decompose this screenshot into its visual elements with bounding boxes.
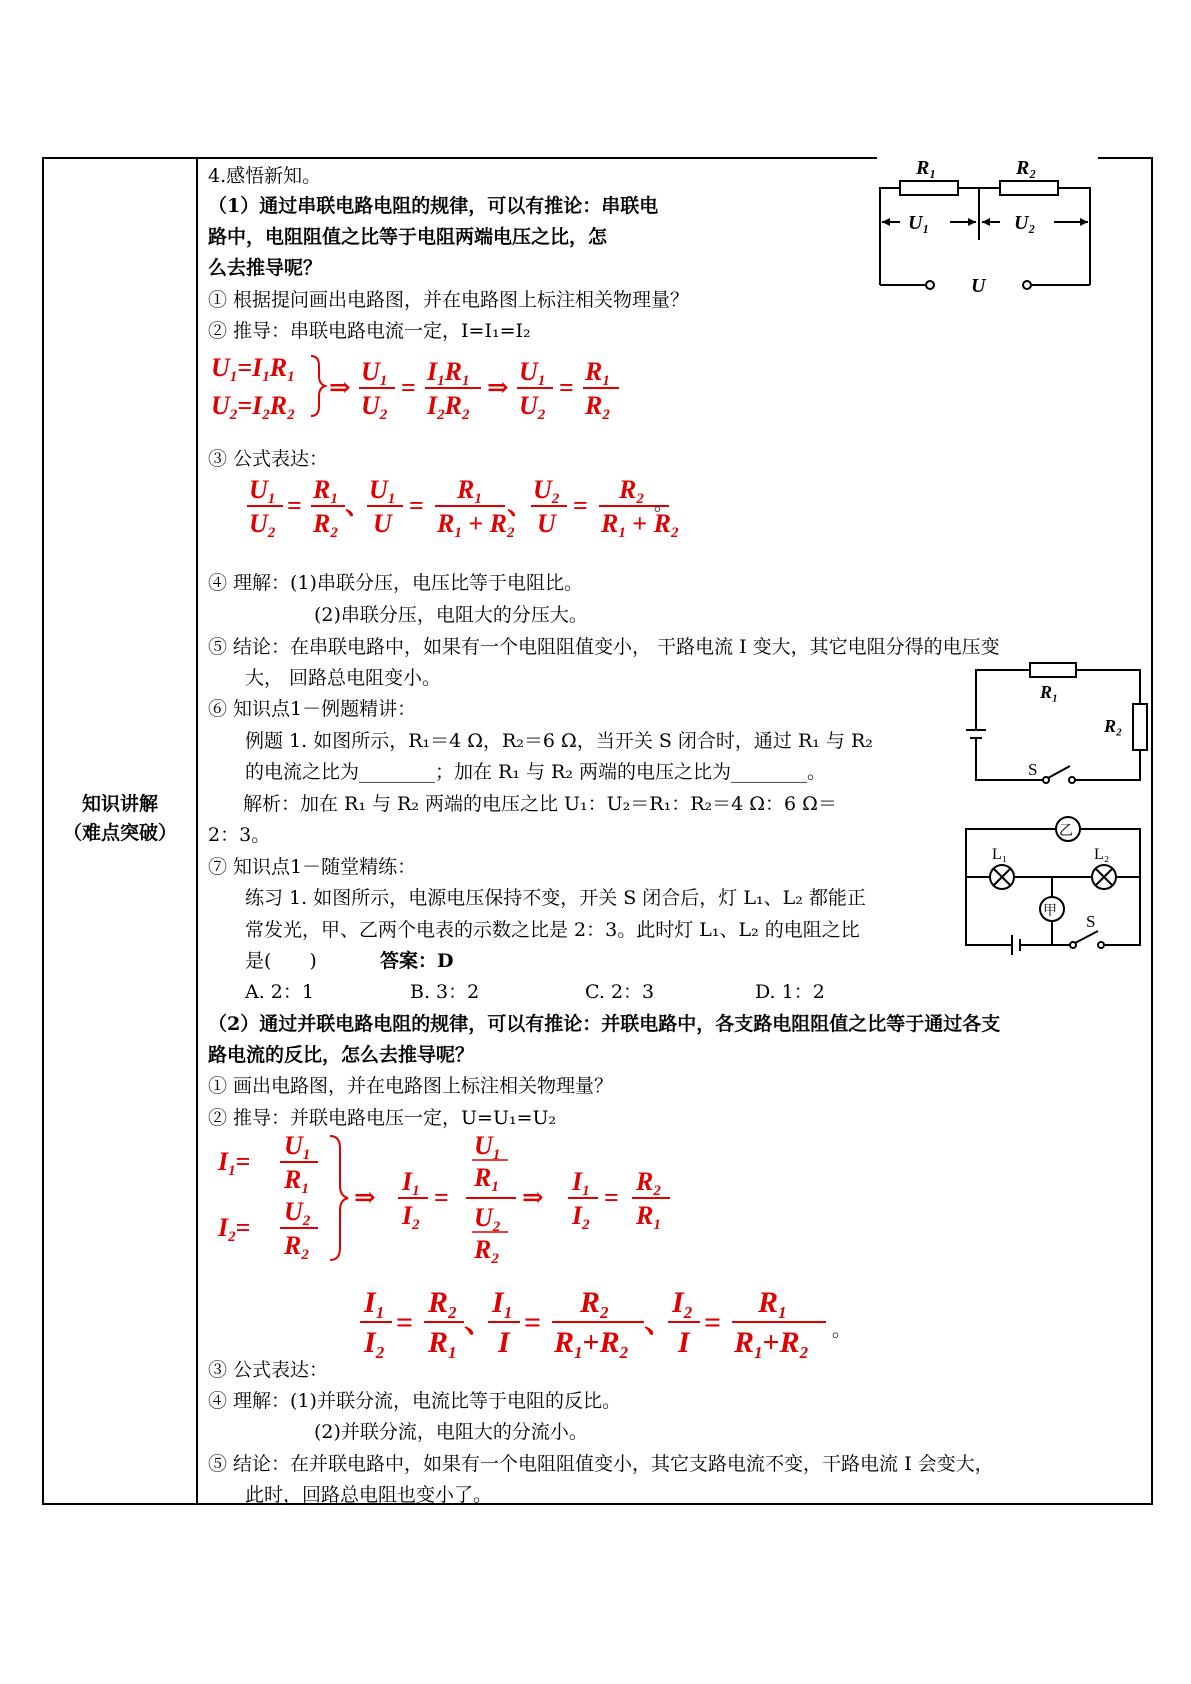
svg-text:U1: U1 bbox=[474, 1131, 501, 1163]
part1-intro-line2: 路中，电阻阻值之比等于电阻两端电压之比，怎 bbox=[208, 226, 608, 248]
svg-text:R1: $R_1$ bbox=[758, 1286, 787, 1322]
svg-text:R1 + R2: R1 + R2 bbox=[437, 509, 515, 541]
section-heading: 4.感悟新知。 bbox=[208, 165, 322, 187]
part1-step4a: ④ 理解：(1)串联分压，电压比等于电阻比。 bbox=[208, 572, 583, 594]
column-divider bbox=[196, 157, 198, 1505]
part1-intro-line3: 么去推导呢？ bbox=[208, 257, 323, 279]
svg-text:=: = bbox=[396, 1306, 414, 1339]
svg-text:R2: R2 bbox=[585, 391, 610, 423]
label-meter-a: 甲 bbox=[1043, 904, 1057, 919]
left-cell-line2: （难点突破） bbox=[62, 822, 177, 844]
svg-text:U1: U1 bbox=[519, 357, 546, 389]
label-l2: L₂ bbox=[1094, 846, 1110, 863]
option-b: B. 3：2 bbox=[410, 981, 480, 1003]
part2-intro-line2: 路电流的反比，怎么去推导呢？ bbox=[208, 1044, 475, 1066]
svg-text:R2: R2 bbox=[636, 1167, 661, 1199]
label-ex-s: S bbox=[1028, 760, 1038, 779]
part2-step3: ③ 公式表达： bbox=[208, 1359, 329, 1381]
svg-text:=: = bbox=[573, 491, 588, 520]
svg-text:R1: $R_1$ bbox=[428, 1326, 457, 1362]
series-circuit-diagram bbox=[870, 150, 1110, 300]
svg-text:U2: U2 bbox=[361, 391, 388, 423]
svg-text:R1: R1 bbox=[585, 357, 610, 389]
part2-step4b: (2)并联分流，电阻大的分流小。 bbox=[314, 1421, 588, 1443]
svg-text:R1: R1 bbox=[457, 475, 482, 507]
option-c: C. 2：3 bbox=[585, 981, 655, 1003]
parallel-formula-expression bbox=[356, 1280, 836, 1360]
part1-step3: ③ 公式表达： bbox=[208, 448, 329, 470]
svg-text:R1 + R2: R1 + R2 bbox=[601, 509, 679, 541]
exercise-1-line1: 练习 1. 如图所示，电源电压保持不变，开关 S 闭合后，灯 L₁、L₂ 都能正 bbox=[245, 887, 866, 909]
svg-text:I2: $I_2$ bbox=[672, 1286, 693, 1322]
svg-text:U1: U1 bbox=[369, 475, 396, 507]
part1-step4b: (2)串联分压，电阻大的分压大。 bbox=[314, 604, 588, 626]
svg-text:I1=: I1= bbox=[218, 1147, 251, 1179]
svg-text:R2: R2 bbox=[474, 1235, 499, 1267]
label-u: U bbox=[971, 275, 986, 297]
part2-step2: ② 推导：并联电路电压一定，U=U₁=U₂ bbox=[208, 1107, 557, 1129]
svg-text:、: 、 bbox=[507, 491, 534, 520]
svg-text:R1: R1 bbox=[313, 475, 338, 507]
part2-step1: ① 画出电路图，并在电路图上标注相关物理量？ bbox=[208, 1075, 614, 1097]
example-1-line1: 例题 1. 如图所示，R₁＝4 Ω，R₂＝6 Ω，当开关 S 闭合时，通过 R₁ 与 R₂ bbox=[245, 730, 873, 752]
svg-text:R2: $R_2$ bbox=[428, 1286, 457, 1322]
part2-step5a: ⑤ 结论：在并联电路中，如果有一个电阻阻值变小，其它支路电流不变，干路电流 I 会变大， bbox=[208, 1453, 994, 1475]
part1-step2: ② 推导：串联电路电流一定，I=I₁=I₂ bbox=[208, 320, 531, 342]
label-exercise-s: S bbox=[1086, 912, 1096, 931]
label-ex-r1: R₁ bbox=[1040, 682, 1059, 702]
svg-text:R1+R2: $R_1+R_2$ bbox=[554, 1326, 629, 1362]
left-cell-line1: 知识讲解 bbox=[81, 793, 158, 815]
part1-step7: ⑦ 知识点1－随堂精练： bbox=[208, 856, 417, 878]
part1-step5a: ⑤ 结论：在串联电路中，如果有一个电阻阻值变小， 干路电流 I 变大，其它电阻分得的电压变 bbox=[208, 636, 1000, 658]
svg-text:U2: U2 bbox=[533, 475, 560, 507]
svg-text:I1: I1 bbox=[402, 1167, 420, 1199]
svg-text:=: = bbox=[604, 1183, 619, 1212]
series-formula-expression bbox=[245, 470, 679, 541]
label-u2: U₂ bbox=[1014, 212, 1036, 234]
exercise-1-line2: 常发光，甲、乙两个电表的示数之比是 2：3。此时灯 L₁、L₂ 的电阻之比 bbox=[245, 919, 860, 941]
part1-intro-line1: （1）通过串联电路电阻的规律，可以有推论：串联电 bbox=[208, 195, 659, 217]
exercise-answer: 答案：D bbox=[380, 950, 454, 972]
svg-text:I1: I1 bbox=[572, 1167, 590, 1199]
svg-text:=: = bbox=[401, 373, 416, 402]
part2-step4a: ④ 理解：(1)并联分流，电流比等于电阻的反比。 bbox=[208, 1390, 621, 1412]
svg-text:R2: R2 bbox=[284, 1231, 309, 1263]
label-r2: R₂ bbox=[1016, 157, 1037, 179]
label-r1: R₁ bbox=[916, 157, 937, 179]
svg-text:、: 、 bbox=[345, 491, 372, 520]
svg-text:、: 、 bbox=[464, 1306, 494, 1339]
svg-text:I2: I2 bbox=[402, 1201, 420, 1233]
svg-text:=: = bbox=[287, 491, 302, 520]
svg-text:U1: U1 bbox=[361, 357, 388, 389]
svg-text:U2: U2 bbox=[284, 1197, 311, 1229]
analysis-line1: 解析：加在 R₁ 与 R₂ 两端的电压之比 U₁：U₂＝R₁：R₂＝4 Ω：6 Ω＝ bbox=[243, 793, 837, 815]
svg-text:U2=I2R2: U2=I2R2 bbox=[211, 391, 295, 423]
svg-text:U: U bbox=[373, 509, 392, 538]
svg-text:U2: U2 bbox=[474, 1203, 501, 1235]
svg-text:R2: R2 bbox=[313, 509, 338, 541]
svg-text:=: = bbox=[434, 1183, 449, 1212]
option-a: A. 2：1 bbox=[245, 981, 314, 1003]
svg-text:R1: R1 bbox=[284, 1165, 309, 1197]
part1-step1: ① 根据提问画出电路图，并在电路图上标注相关物理量？ bbox=[208, 289, 690, 311]
svg-text:I2R2: I2R2 bbox=[427, 391, 470, 423]
label-l1: L₁ bbox=[992, 846, 1008, 863]
svg-text:U1: U1 bbox=[284, 1131, 311, 1163]
left-cell-label bbox=[44, 790, 196, 848]
label-meter-b: 乙 bbox=[1059, 824, 1073, 839]
svg-text:I2: $I_2$ bbox=[364, 1326, 385, 1362]
svg-text:I1: $I_1$ bbox=[364, 1286, 385, 1322]
svg-text:=: = bbox=[704, 1306, 722, 1339]
svg-text:U: U bbox=[537, 509, 556, 538]
svg-text:⇒: ⇒ bbox=[522, 1183, 544, 1212]
label-u1: U₁ bbox=[908, 212, 930, 234]
svg-text:⇒: ⇒ bbox=[354, 1183, 376, 1212]
svg-text:=: = bbox=[559, 373, 574, 402]
series-derivation-formula bbox=[205, 348, 625, 424]
part1-step6: ⑥ 知识点1－例题精讲： bbox=[208, 698, 417, 720]
svg-text:I1R1: I1R1 bbox=[427, 357, 470, 389]
svg-text:R2: $R_2$ bbox=[580, 1286, 609, 1322]
svg-text:、: 、 bbox=[644, 1306, 674, 1339]
svg-text:I: I bbox=[498, 1326, 510, 1359]
svg-text:⇒: ⇒ bbox=[487, 373, 509, 402]
example-1-line2: 的电流之比为________；加在 R₁ 与 R₂ 两端的电压之比为________。 bbox=[245, 761, 827, 783]
svg-text:R1: R1 bbox=[636, 1201, 661, 1233]
svg-text:U2: U2 bbox=[519, 391, 546, 423]
svg-text:=: = bbox=[409, 491, 424, 520]
svg-text:R1: R1 bbox=[474, 1163, 499, 1195]
svg-text:I2: I2 bbox=[572, 1201, 590, 1233]
svg-text:R2: R2 bbox=[619, 475, 644, 507]
part1-step5b: 大， 回路总电阻变小。 bbox=[245, 667, 442, 689]
part2-intro-line1: （2）通过并联电路电阻的规律，可以有推论：并联电路中，各支路电阻阻值之比等于通过各支 bbox=[208, 1013, 1001, 1035]
part2-step5b: 此时，回路总电阻也变小了。 bbox=[245, 1484, 493, 1506]
example-circuit-diagram bbox=[960, 660, 1150, 790]
parallel-derivation-formula bbox=[212, 1130, 712, 1265]
svg-text:I2=: I2= bbox=[218, 1213, 251, 1245]
analysis-line2: 2：3。 bbox=[208, 824, 271, 846]
svg-text:I: I bbox=[678, 1326, 690, 1359]
svg-text:U2: U2 bbox=[249, 509, 276, 541]
label-ex-r2: R₂ bbox=[1104, 716, 1123, 736]
exercise-1-line3: 是( ) bbox=[245, 950, 317, 972]
svg-text:U1: U1 bbox=[249, 475, 276, 507]
exercise-circuit-diagram bbox=[960, 805, 1150, 965]
svg-text:R1+R2: $R_1+R_2$ bbox=[734, 1326, 809, 1362]
svg-text:=: = bbox=[524, 1306, 542, 1339]
svg-text:⇒: ⇒ bbox=[329, 373, 351, 402]
svg-text:I1: $I_1$ bbox=[492, 1286, 513, 1322]
svg-text:U1=I1R1: U1=I1R1 bbox=[211, 353, 295, 385]
option-d: D. 1：2 bbox=[755, 981, 825, 1003]
